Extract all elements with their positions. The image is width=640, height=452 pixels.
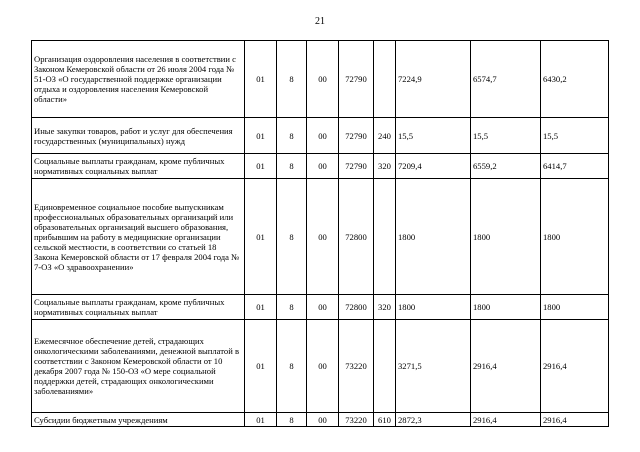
row-code-section: 01	[245, 179, 277, 295]
row-code-subprogram: 00	[307, 413, 339, 427]
row-name: Социальные выплаты гражданам, кроме публичных нормативных социальных выплат	[32, 154, 245, 179]
row-name: Единовременное социальное пособие выпускникам профессиональных образовательных организаций или образовательных организаций высшего образования, прибывшим на работу в медицинские организации сельской местности, в соответствии со статьей 18 Закона Кемеровской области от 17 февраля 2004 года № 7-ОЗ «О здравоохранении»	[32, 179, 245, 295]
row-code-subprogram: 00	[307, 118, 339, 154]
row-name: Организация оздоровления населения в соответствии с Законом Кемеровской области от 26 июля 2004 года № 51-ОЗ «О государственной поддержке организации отдыха и оздоровления населения Кемеровской области»	[32, 41, 245, 118]
row-code-program: 8	[277, 154, 307, 179]
row-value-3: 1800	[541, 179, 609, 295]
row-code-direction: 72790	[339, 41, 374, 118]
row-code-program: 8	[277, 413, 307, 427]
row-value-2: 2916,4	[471, 413, 541, 427]
page-number: 21	[315, 16, 325, 27]
row-code-section: 01	[245, 118, 277, 154]
row-name: Иные закупки товаров, работ и услуг для обеспечения государственных (муниципальных) нужд	[32, 118, 245, 154]
row-code-subprogram: 00	[307, 179, 339, 295]
table-row	[32, 41, 609, 118]
row-value-3: 15,5	[541, 118, 609, 154]
row-code-direction: 72790	[339, 118, 374, 154]
row-value-1: 15,5	[396, 118, 471, 154]
row-expense-type	[374, 179, 396, 295]
row-value-2: 1800	[471, 295, 541, 320]
row-code-subprogram: 00	[307, 295, 339, 320]
row-code-subprogram: 00	[307, 320, 339, 413]
row-value-2: 6559,2	[471, 154, 541, 179]
row-code-section: 01	[245, 295, 277, 320]
table-row	[32, 179, 609, 295]
row-value-1: 3271,5	[396, 320, 471, 413]
table-row	[32, 118, 609, 154]
row-value-2: 2916,4	[471, 320, 541, 413]
row-value-1: 7224,9	[396, 41, 471, 118]
row-value-3: 6414,7	[541, 154, 609, 179]
row-value-3: 6430,2	[541, 41, 609, 118]
row-value-3: 1800	[541, 295, 609, 320]
row-value-1: 7209,4	[396, 154, 471, 179]
row-code-program: 8	[277, 320, 307, 413]
row-value-2: 6574,7	[471, 41, 541, 118]
row-code-program: 8	[277, 295, 307, 320]
row-code-direction: 73220	[339, 413, 374, 427]
row-expense-type	[374, 320, 396, 413]
table-row	[32, 320, 609, 413]
row-expense-type: 320	[374, 295, 396, 320]
row-value-1: 1800	[396, 179, 471, 295]
row-value-3: 2916,4	[541, 320, 609, 413]
row-value-1: 2872,3	[396, 413, 471, 427]
row-code-direction: 72800	[339, 179, 374, 295]
row-code-program: 8	[277, 179, 307, 295]
row-value-3: 2916,4	[541, 413, 609, 427]
row-code-program: 8	[277, 118, 307, 154]
table-row	[32, 413, 609, 427]
row-code-subprogram: 00	[307, 154, 339, 179]
row-code-section: 01	[245, 413, 277, 427]
row-code-section: 01	[245, 154, 277, 179]
row-code-subprogram: 00	[307, 41, 339, 118]
row-name: Ежемесячное обеспечение детей, страдающих онкологическими заболеваниями, денежной выплатой в соответствии с Законом Кемеровской области от 10 декабря 2007 года № 150-ОЗ «О мере социальной поддержки детей, страдающих онкологическими заболеваниями»	[32, 320, 245, 413]
row-value-1: 1800	[396, 295, 471, 320]
row-code-section: 01	[245, 41, 277, 118]
row-code-section: 01	[245, 320, 277, 413]
row-code-direction: 72790	[339, 154, 374, 179]
row-code-program: 8	[277, 41, 307, 118]
table-row	[32, 295, 609, 320]
row-code-direction: 73220	[339, 320, 374, 413]
row-expense-type: 610	[374, 413, 396, 427]
row-expense-type	[374, 41, 396, 118]
row-expense-type: 320	[374, 154, 396, 179]
row-name: Субсидии бюджетным учреждениям	[32, 413, 245, 427]
row-expense-type: 240	[374, 118, 396, 154]
row-value-2: 1800	[471, 179, 541, 295]
row-name: Социальные выплаты гражданам, кроме публичных нормативных социальных выплат	[32, 295, 245, 320]
row-code-direction: 72800	[339, 295, 374, 320]
table-row	[32, 154, 609, 179]
budget-table	[31, 40, 609, 427]
row-value-2: 15,5	[471, 118, 541, 154]
